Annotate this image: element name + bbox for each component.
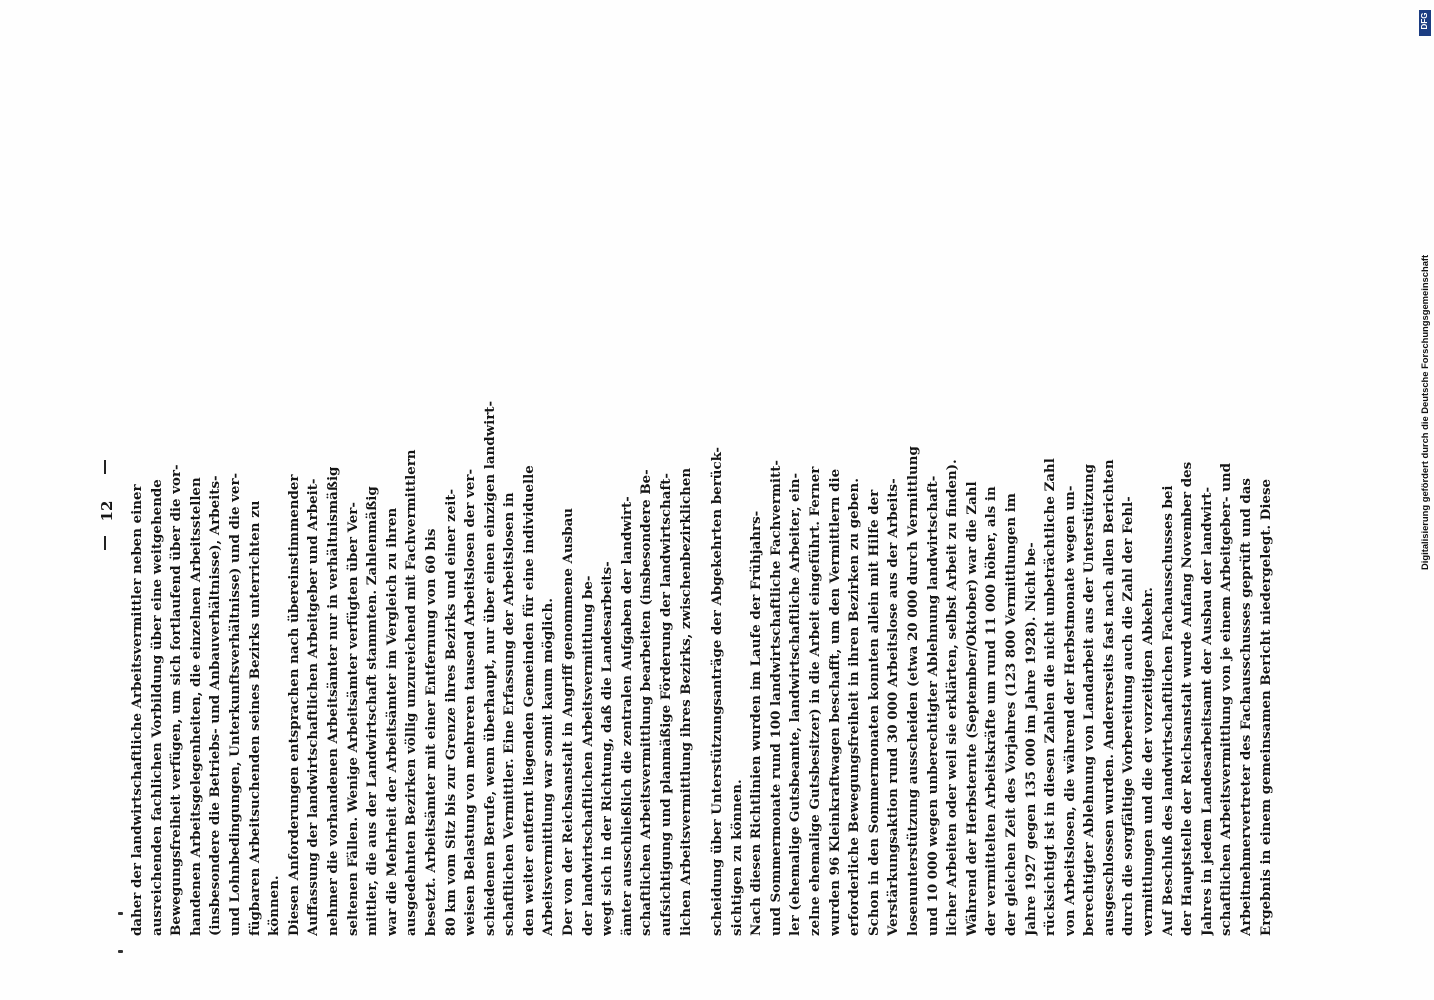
margin-mark bbox=[118, 912, 123, 915]
text-line: schiedenen Berufe, wenn überhaupt, nur über einen einzigen landwirt- bbox=[481, 400, 498, 936]
text-line: aufsichtigung und planmäßige Förderung der landwirtschaft- bbox=[658, 473, 675, 936]
credit-text: Digitalisierung gefördert durch die Deutsche Forschungsgemeinschaft bbox=[1419, 254, 1430, 570]
text-line: Verstärkungsaktion rund 30 000 Arbeitslose aus der Arbeits- bbox=[885, 478, 902, 936]
text-column-right bbox=[708, 68, 1278, 936]
text-line: schaftlichen Arbeitsvermittlung von je einem Arbeitgeber- und bbox=[1218, 462, 1235, 936]
page-number-dash-top bbox=[104, 460, 106, 474]
text-line: der vermittelten Arbeitskräfte um rund 11 000 höher, als in bbox=[983, 486, 1000, 936]
text-line: ausgedehnten Bezirken völlig unzureichend mit Fachvermittlern bbox=[403, 449, 420, 936]
text-line: sichtigen zu können. bbox=[728, 779, 745, 936]
text-line: von Arbeitslosen, die während der Herbstmonate wegen un- bbox=[1061, 485, 1078, 936]
text-line: mittler, die aus der Landwirtschaft stammten. Zahlenmäßig bbox=[364, 486, 381, 936]
text-line: schaftlichen Vermittler. Eine Erfassung der Arbeitslosen in bbox=[501, 492, 518, 936]
text-line: zelne ehemalige Gutsbesitzer) in die Arbeit eingeführt. Ferner bbox=[806, 466, 823, 936]
text-line: 80 km vom Sitz bis zur Grenze ihres Bezirks und einer zeit- bbox=[442, 488, 459, 936]
text-line: Während der Herbsternte (September/Oktober) war die Zahl bbox=[963, 481, 980, 936]
text-line: ämter ausschließlich die zentralen Aufgaben der landwirt- bbox=[618, 496, 635, 936]
text-line: fügbaren Arbeitsuchenden seines Bezirks unterrichten zu bbox=[246, 500, 263, 936]
text-line: (insbesondere die Betriebs- und Anbauverhältnisse), Arbeits- bbox=[207, 475, 224, 936]
page-number-dash-bottom bbox=[104, 536, 106, 550]
text-line: war die Mehrheit der Arbeitsämter im Vergleich zu ihren bbox=[383, 507, 400, 936]
text-line: Auffassung der landwirtschaftlichen Arbeitgeber und Arbeit- bbox=[305, 478, 322, 936]
text-line: der landwirtschaftlichen Arbeitsvermittlung be- bbox=[579, 575, 596, 936]
text-line: weisen Belastung von mehreren tausend Arbeitslosen der ver- bbox=[462, 468, 479, 936]
text-line: wegt sich in der Richtung, daß die Landesarbeits- bbox=[599, 561, 616, 936]
text-line: Schon in den Sommermonaten konnten allein mit Hilfe der bbox=[865, 489, 882, 936]
text-column-left bbox=[128, 68, 698, 936]
text-line: ausreichenden fachlichen Vorbildung über eine weitgehende bbox=[148, 479, 165, 936]
text-line: rücksichtigt ist in diesen Zahlen die nicht unbeträchtliche Zahl bbox=[1042, 458, 1059, 936]
text-line: wurden 96 Kleinkraftwagen beschafft, um den Vermittlern die bbox=[826, 468, 843, 936]
text-line: der gleichen Zeit des Vorjahres (123 800 Vermittlungen im bbox=[1002, 493, 1019, 936]
text-line: können. bbox=[266, 875, 283, 936]
text-line: besetzt. Arbeitsämter mit einer Entfernung von 60 bis bbox=[422, 528, 439, 936]
margin-mark bbox=[118, 950, 123, 953]
text-line: Nach diesen Richtlinien wurden im Laufe der Frühjahrs- bbox=[748, 510, 765, 936]
text-line: und 10 000 wegen unberechtigter Ablehnung landwirtschaft- bbox=[924, 475, 941, 936]
text-line bbox=[1276, 68, 1278, 936]
text-line: Arbeitnehmervertreter des Fachausschusses geprüft und das bbox=[1238, 478, 1255, 936]
text-line: lichen Arbeitsvermittlung ihres Bezirks, zwischenbezirklichen bbox=[677, 467, 694, 936]
text-line: nehmer die vorhandenen Arbeitsämter nur in verhältnismäßig bbox=[324, 466, 341, 936]
text-line: daher der landwirtschaftliche Arbeitsvermittler neben einer bbox=[129, 484, 145, 936]
text-line: erforderliche Bewegungsfreiheit in ihren Bezirken zu geben. bbox=[846, 478, 863, 936]
digitization-credit bbox=[1419, 10, 1431, 570]
text-line: licher Arbeiten oder weil sie erklärten, selbst Arbeit zu finden). bbox=[944, 459, 961, 936]
text-line: schaftlichen Arbeitsvermittlung bearbeiten (insbesondere Be- bbox=[638, 469, 655, 936]
page-number: 12 bbox=[98, 500, 116, 522]
text-line: vermittlungen und die der vorzeitigen Abkehr. bbox=[1140, 587, 1157, 936]
text-line: ler (ehemalige Gutsbeamte, landwirtschaftliche Arbeiter, ein- bbox=[787, 472, 804, 936]
text-line: losenunterstützung ausscheiden (etwa 20 000 durch Vermittlung bbox=[904, 446, 921, 936]
text-line: Jahres in jedem Landesarbeitsamt der Ausbau der landwirt- bbox=[1198, 486, 1215, 936]
dfg-logo: DFG bbox=[1419, 10, 1431, 36]
text-line: Ergebnis in einem gemeinsamen Bericht niedergelegt. Diese bbox=[1257, 478, 1274, 936]
text-line: scheidung über Unterstützungsanträge der Abgekehrten berück- bbox=[709, 447, 725, 936]
text-line: den weiter entfernt liegenden Gemeinden für eine individuelle bbox=[520, 465, 537, 936]
text-line: der Hauptstelle der Reichsanstalt wurde Anfang November des bbox=[1179, 461, 1196, 936]
text-line: und Lohnbedingungen, Unterkunftsverhältnisse) und die ver- bbox=[226, 472, 243, 936]
text-line: und Sommermonate rund 100 landwirtschaftliche Fachvermitt- bbox=[767, 460, 784, 936]
text-line: Der von der Reichsanstalt in Angriff genommene Ausbau bbox=[560, 508, 577, 936]
text-line: ausgeschlossen wurden. Andererseits fast nach allen Berichten bbox=[1100, 459, 1117, 936]
text-line: Bewegungsfreiheit verfügen, um sich fortlaufend über die vor- bbox=[168, 464, 185, 936]
text-line: handenen Arbeitsgelegenheiten, die einzelnen Arbeitsstellen bbox=[187, 477, 204, 936]
text-line: Arbeitsvermittlung war somit kaum möglich. bbox=[540, 598, 557, 936]
text-line: seltenen Fällen. Wenige Arbeitsämter verfügten über Ver- bbox=[344, 502, 361, 936]
text-line: berechtigter Ablehnung von Landarbeit aus der Unterstützung bbox=[1081, 463, 1098, 936]
text-line: Auf Beschluß des landwirtschaftlichen Fachausschusses bei bbox=[1159, 485, 1176, 936]
text-line: Diesen Anforderungen entsprachen nach übereinstimmender bbox=[285, 474, 302, 936]
text-line bbox=[696, 68, 698, 936]
text-line: durch die sorgfältige Vorbereitung auch die Zahl der Fehl- bbox=[1120, 496, 1137, 936]
text-line: Jahre 1927 gegen 135 000 im Jahre 1928). Nicht be- bbox=[1022, 542, 1039, 936]
